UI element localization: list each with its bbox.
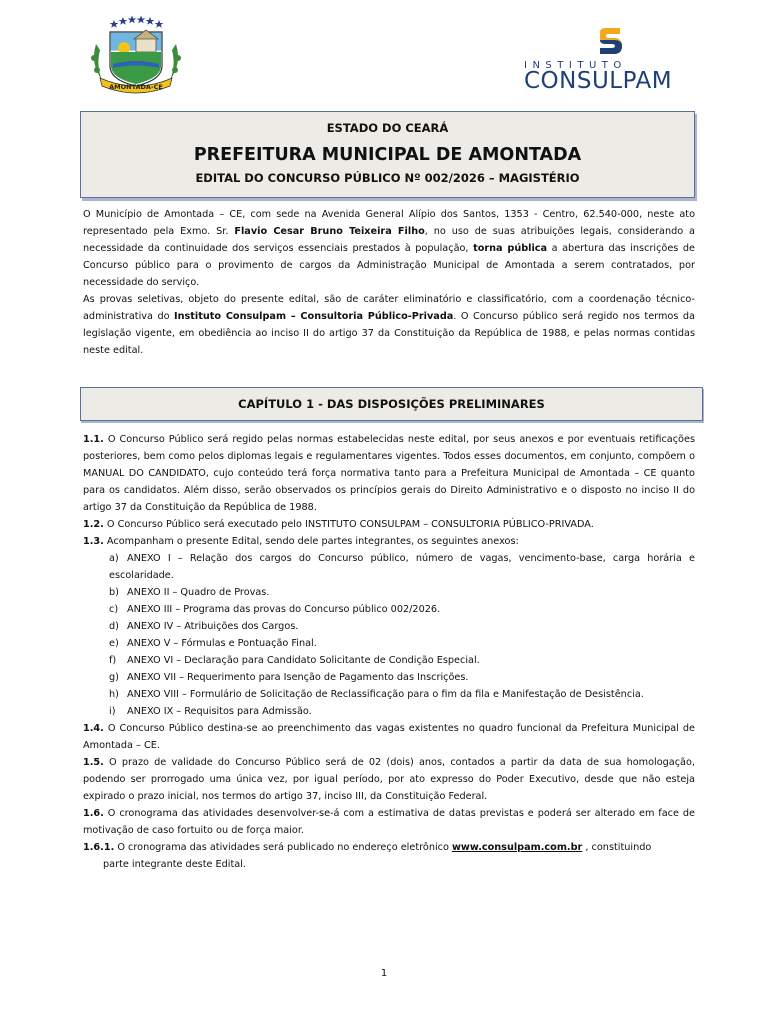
- section-1-4: [83, 720, 695, 754]
- list-item: [109, 584, 695, 601]
- header-box: [80, 111, 695, 198]
- section-number: 1.2.: [83, 519, 104, 530]
- section-number: 1.6.1.: [83, 842, 115, 853]
- list-item-text: ANEXO I – Relação dos cargos do Concurso público, número de vagas, vencimento-base, carga horária e escolaridade.: [109, 553, 695, 581]
- list-item-letter: c): [109, 604, 119, 615]
- chapter-heading: CAPÍTULO 1 - DAS DISPOSIÇÕES PRELIMINARES: [80, 387, 703, 421]
- coat-of-arms-label: AMONTADA-CE: [109, 83, 163, 91]
- mayor-name: Flavio Cesar Bruno Teixeira Filho: [234, 226, 425, 237]
- consulpam-website-link[interactable]: www.consulpam.com.br: [451, 842, 583, 853]
- list-item-letter: g): [109, 672, 119, 683]
- list-item-letter: d): [109, 621, 119, 632]
- list-item: [109, 601, 695, 618]
- section-text: O Concurso Público será regido pelas normas estabelecidas neste edital, por seus anexos e por eventuais retificações posteriores, bem como pelos diplomas legais e regulamentares vigentes. Todos esses documentos, em conjunto, compõem o MANUAL DO CANDIDATO, cujo conteúdo terá força normativa tanto para a Prefeitura Municipal de Amontada – CE quanto para os candidatos. Além disso, serão observados os princípios gerais do Direito Administrativo e o disposto no inciso II do artigo 37 da Constituição da República de 1988.: [83, 434, 695, 513]
- section-text: , constituindo: [582, 842, 652, 853]
- list-item-letter: i): [109, 706, 116, 717]
- list-item: [109, 618, 695, 635]
- page-title: PREFEITURA MUNICIPAL DE AMONTADA: [193, 145, 582, 165]
- intro-p1-text-a: O Município de Amontada – CE, com sede na Avenida General Alípio dos Santos, 1353 - Centro, 62.540-000, neste ato representado pela Exmo. Sr.: [83, 209, 695, 237]
- section-1-1: [83, 431, 695, 516]
- annex-list: [83, 550, 695, 720]
- list-item-letter: b): [109, 587, 119, 598]
- section-number: 1.4.: [83, 723, 104, 734]
- section-1-3: [83, 533, 695, 550]
- list-item-text: ANEXO VIII – Formulário de Solicitação de Reclassificação para o fim da fila e Manifestação de Desistência.: [127, 689, 644, 700]
- intro-paragraph-1: [83, 206, 695, 291]
- list-item-text: ANEXO IV – Atribuições dos Cargos.: [127, 621, 299, 632]
- section-text: O cronograma das atividades será publicado no endereço eletrônico: [114, 842, 452, 853]
- list-item: [109, 652, 695, 669]
- intro-paragraph-2: [83, 291, 695, 359]
- list-item-letter: f): [109, 655, 117, 666]
- list-item: [109, 703, 695, 720]
- amontada-coat-of-arms-logo: [86, 14, 186, 98]
- section-number: 1.3.: [83, 536, 104, 547]
- consulpam-symbol-icon: [520, 26, 690, 62]
- section-number: 1.5.: [83, 757, 104, 768]
- section-1-6-1: [83, 839, 695, 873]
- list-item-text: ANEXO IX – Requisitos para Admissão.: [127, 706, 312, 717]
- section-text: O Concurso Público destina-se ao preenchimento das vagas existentes no quadro funcional da Prefeitura Municipal de Amontada – CE.: [83, 723, 695, 751]
- edital-subtitle: EDITAL DO CONCURSO PÚBLICO Nº 002/2026 – MAGISTÉRIO: [195, 171, 580, 185]
- list-item-text: ANEXO V – Fórmulas e Pontuação Final.: [127, 638, 317, 649]
- section-text: O cronograma das atividades desenvolver-se-á com a estimativa de datas previstas e poderá ser alterado em face de motivação de caso fortuito ou de força maior.: [83, 808, 695, 836]
- list-item-text: ANEXO VI – Declaração para Candidato Solicitante de Condição Especial.: [127, 655, 480, 666]
- section-1-6: [83, 805, 695, 839]
- list-item-text: ANEXO II – Quadro de Provas.: [127, 587, 270, 598]
- state-heading: ESTADO DO CEARÁ: [326, 121, 449, 135]
- section-text: O prazo de validade do Concurso Público será de 02 (dois) anos, contados a partir da data de sua homologação, podendo ser prorrogado uma única vez, por igual período, por ato expresso do Poder Executivo, desde que não esteja expirado o prazo inicial, nos termos do artigo 37, inciso III, da Constituição Federal.: [83, 757, 695, 802]
- list-item-letter: h): [109, 689, 119, 700]
- intro-p1-emphasis: torna pública: [473, 243, 548, 254]
- list-item: [109, 635, 695, 652]
- section-text-continuation: parte integrante deste Edital.: [103, 859, 247, 870]
- list-item-text: ANEXO III – Programa das provas do Concurso público 002/2026.: [127, 604, 441, 615]
- section-1-2: [83, 516, 695, 533]
- intro-p2-text-a: As provas seletivas, objeto do presente edital, são de caráter eliminatório e classificatório, com a coordenação técnico-administrativa do: [83, 294, 695, 322]
- instituto-consulpam-logo: [520, 26, 690, 96]
- page-number: 1: [380, 968, 388, 979]
- section-number: 1.6.: [83, 808, 104, 819]
- list-item: [109, 550, 695, 584]
- institute-name: Instituto Consulpam – Consultoria Público-Privada: [174, 311, 454, 322]
- section-number: 1.1.: [83, 434, 104, 445]
- list-item-text: ANEXO VII – Requerimento para Isenção de Pagamento das Inscrições.: [127, 672, 469, 683]
- list-item-letter: e): [109, 638, 119, 649]
- section-text: O Concurso Público será executado pelo INSTITUTO CONSULPAM – CONSULTORIA PÚBLICO-PRIVADA.: [103, 519, 594, 530]
- intro-p1-text-c: , no uso de suas atribuições legais, considerando a necessidade da continuidade dos serviços essenciais prestados à população,: [83, 226, 695, 254]
- intro-section: [83, 206, 695, 359]
- intro-p1-text-e: a abertura das inscrições de Concurso público para o provimento de cargos da Administração Municipal de Amontada a serem contratados, por necessidade do serviço.: [83, 243, 696, 288]
- brand-instituto-text: INSTITUTO: [524, 60, 627, 71]
- section-1-5: [83, 754, 695, 805]
- list-item: [109, 686, 695, 703]
- chapter-body: [83, 431, 695, 873]
- brand-consulpam-text: CONSULPAM: [524, 68, 673, 94]
- list-item-letter: a): [109, 553, 119, 564]
- list-item: [109, 669, 695, 686]
- section-text: Acompanham o presente Edital, sendo dele partes integrantes, os seguintes anexos:: [103, 536, 519, 547]
- intro-p2-text-c: . O Concurso público será regido nos termos da legislação vigente, em obediência ao inciso II do artigo 37 da Constituição da República de 1988, e pelas normas contidas neste edital.: [83, 311, 695, 356]
